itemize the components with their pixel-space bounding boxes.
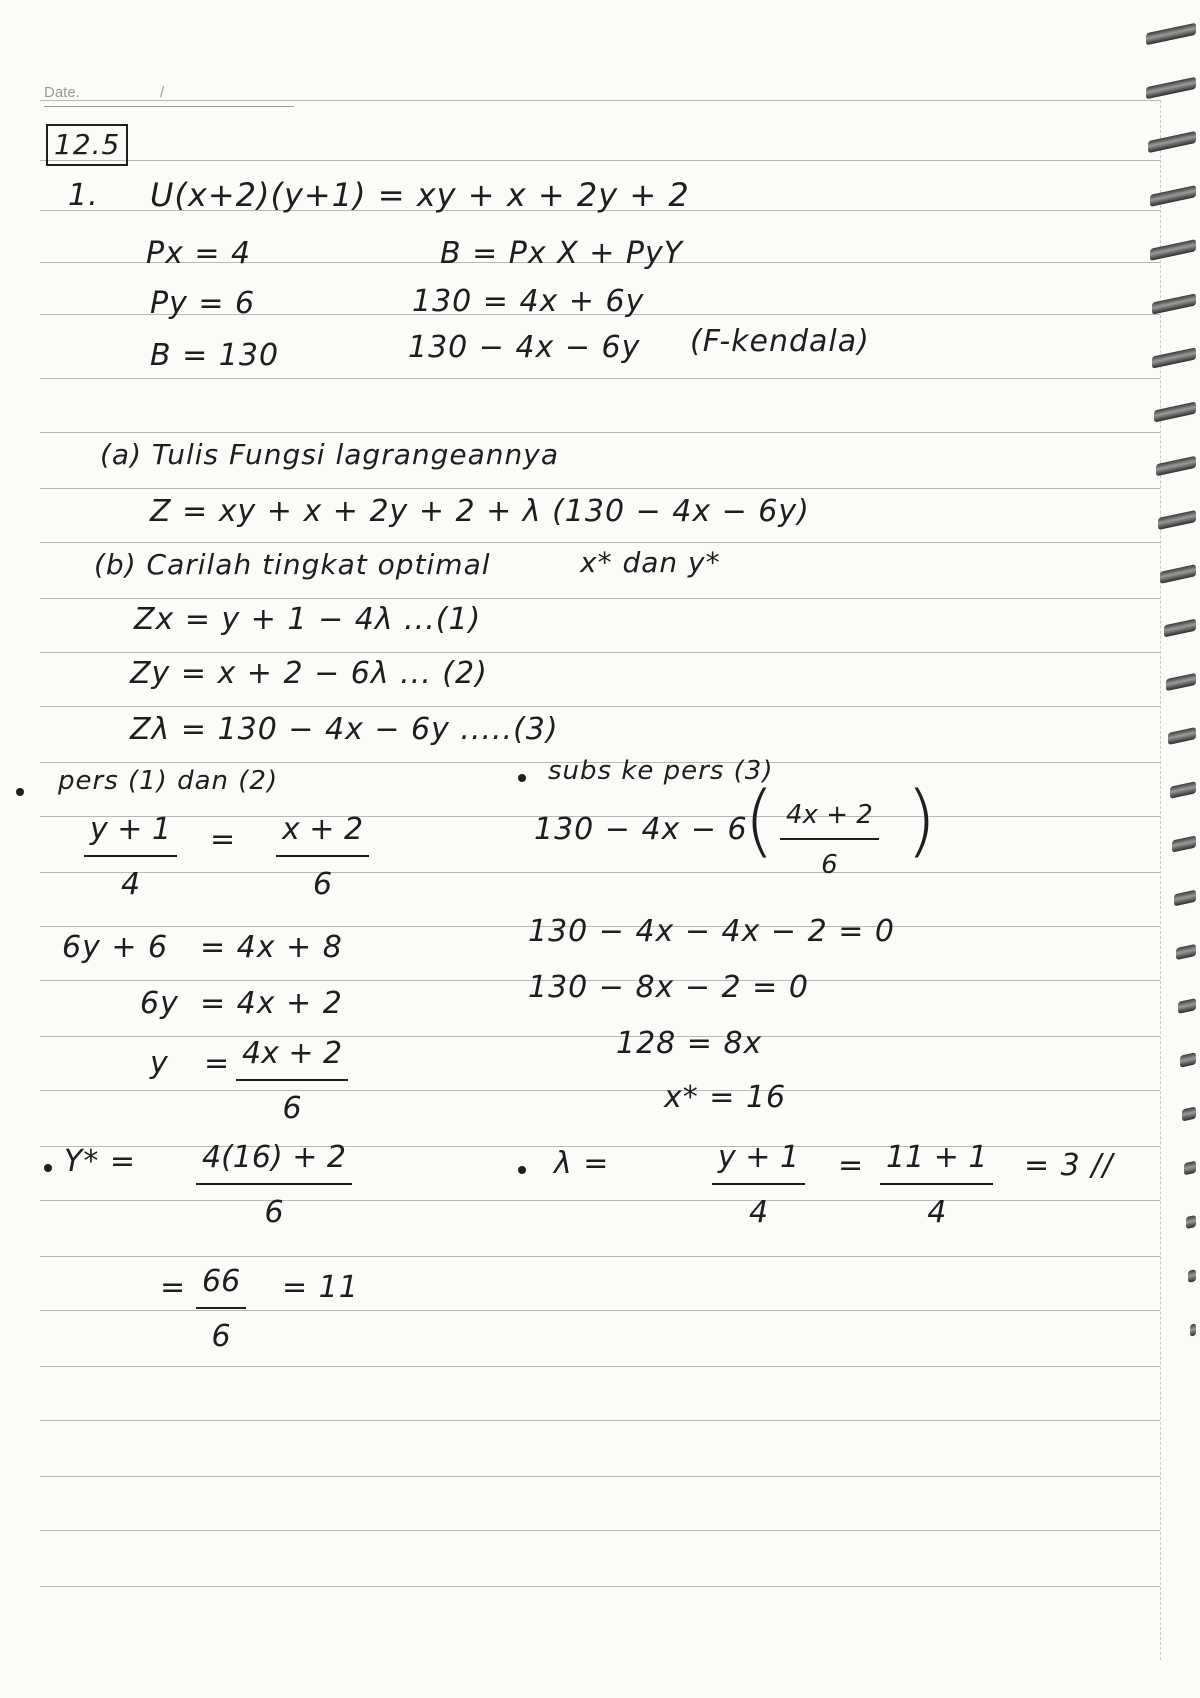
problem-number: 1. [68, 178, 99, 213]
fraction-numerator: y + 1 [712, 1140, 805, 1185]
constraint-expression: 130 − 4x − 6y [408, 330, 641, 365]
fraction-numerator: 4x + 2 [236, 1036, 348, 1081]
fraction-denominator: 6 [821, 850, 838, 880]
utility-function: U(x+2)(y+1) = xy + x + 2y + 2 [150, 176, 690, 214]
y-star-label: Y* = [64, 1144, 136, 1179]
fraction-denominator: 6 [264, 1195, 284, 1230]
bullet-y-star [44, 1164, 52, 1172]
fraction-numerator: 66 [196, 1264, 246, 1309]
left-line2-rhs: = 4x + 2 [200, 986, 343, 1021]
fraction-denominator: 6 [312, 867, 333, 902]
bullet-lambda [518, 1166, 526, 1174]
left-line3-eq: = [204, 1046, 231, 1081]
fraction-denominator: 6 [282, 1091, 302, 1126]
fraction-y-solution [236, 1036, 348, 1126]
part-b-title: (b) Carilah tingkat optimal [94, 548, 491, 581]
left-parenthesis: ( [744, 776, 775, 866]
fraction-y-star [196, 1140, 352, 1230]
left-line2-lhs: 6y [140, 986, 179, 1021]
partial-zlambda: Zλ = 130 − 4x − 6y .....(3) [130, 712, 559, 747]
fraction-denominator: 4 [120, 867, 141, 902]
left-work-heading: pers (1) dan (2) [58, 766, 279, 796]
date-underline [44, 106, 294, 107]
fraction-numerator: 11 + 1 [880, 1140, 993, 1185]
lambda-result: = 3 // [1024, 1148, 1114, 1183]
equals-sign: = [210, 822, 237, 857]
date-slash: / [160, 84, 165, 101]
right-line1: 130 − 4x − 4x − 2 = 0 [528, 914, 895, 949]
price-y: Py = 6 [150, 286, 256, 321]
left-line1-rhs: = 4x + 8 [200, 930, 343, 965]
lambda-equals: = [838, 1148, 865, 1183]
fraction-denominator: 4 [748, 1195, 769, 1230]
substitution-expression: 130 − 4x − 6 [534, 812, 748, 847]
date-label: Date. [44, 84, 80, 101]
budget-formula: B = Px X + PyY [440, 236, 684, 271]
bullet-left [16, 788, 24, 796]
section-number: 12.5 [46, 124, 128, 166]
y-star-result: = 11 [282, 1270, 359, 1305]
partial-zy: Zy = x + 2 − 6λ ... (2) [130, 656, 488, 691]
right-line2: 130 − 8x − 2 = 0 [528, 970, 809, 1005]
left-line1-lhs: 6y + 6 [62, 930, 169, 965]
part-a-title: (a) Tulis Fungsi lagrangeannya [100, 438, 559, 471]
fraction-lambda-1 [712, 1140, 805, 1230]
fraction-lambda-2 [880, 1140, 993, 1230]
fraction-numerator: x + 2 [276, 812, 369, 857]
budget-equation: 130 = 4x + 6y [412, 284, 645, 319]
x-star-result: x* = 16 [664, 1080, 787, 1115]
fraction-66-over-6 [196, 1264, 246, 1354]
fraction-denominator: 4 [927, 1195, 947, 1230]
spiral-binding [1138, 0, 1200, 1698]
fraction-numerator: y + 1 [84, 812, 177, 857]
right-line3: 128 = 8x [616, 1026, 763, 1061]
constraint-label: (F-kendala) [690, 324, 870, 359]
fraction-denominator: 6 [211, 1319, 231, 1354]
partial-zx: Zx = y + 1 − 4λ ...(1) [134, 602, 482, 637]
bullet-right [518, 774, 526, 782]
y-star-equals: = [160, 1270, 187, 1305]
right-parenthesis: ) [906, 776, 937, 866]
fraction-y-plus-1-over-4 [84, 812, 177, 902]
fraction-numerator: 4(16) + 2 [196, 1140, 352, 1185]
fraction-x-plus-2-over-6 [276, 812, 369, 902]
fraction-substitution [780, 800, 879, 880]
lagrange-function: Z = xy + x + 2y + 2 + λ (130 − 4x − 6y) [150, 494, 810, 529]
right-work-heading: subs ke pers (3) [548, 756, 774, 786]
part-b-title-suffix: x* dan y* [580, 546, 721, 579]
budget-value: B = 130 [150, 338, 280, 373]
price-x: Px = 4 [146, 236, 252, 271]
fraction-numerator: 4x + 2 [780, 800, 879, 840]
lambda-label: λ = [554, 1146, 610, 1181]
left-line3-lhs: y [150, 1046, 169, 1081]
